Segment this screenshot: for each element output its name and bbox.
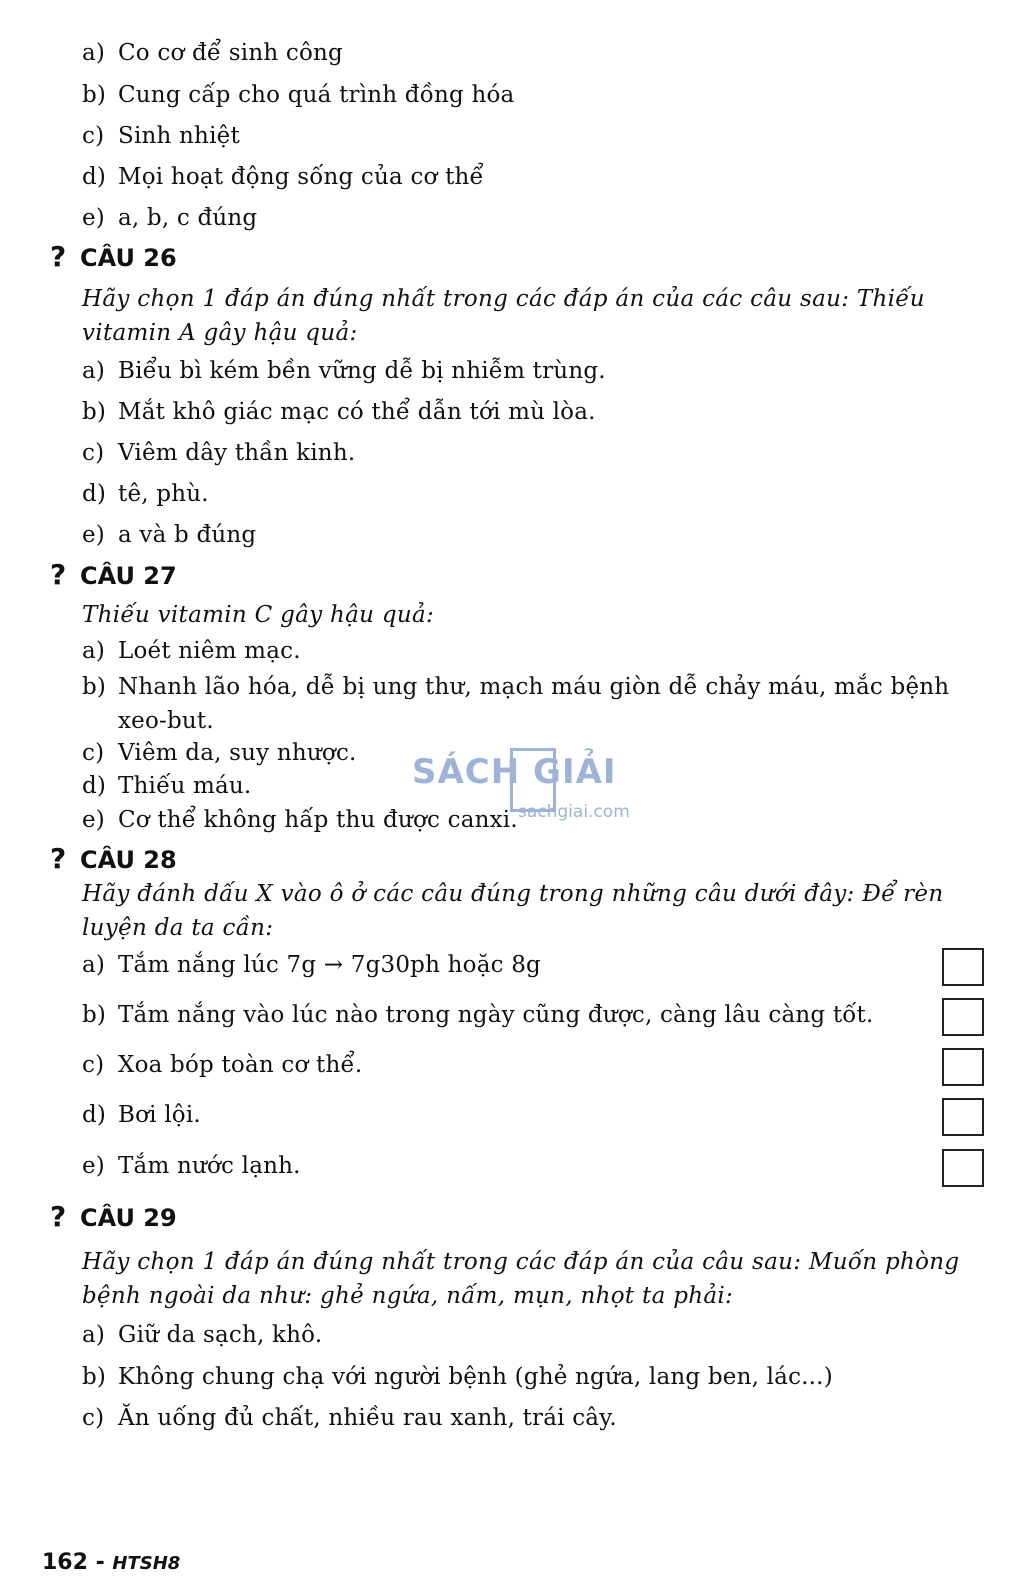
q26-stem: Hãy chọn 1 đáp án đúng nhất trong các đáp án của các câu sau: Thiếu vitamin A gây hậu quả:: [82, 286, 925, 346]
question-mark-icon: ?: [50, 558, 67, 591]
q25-option-b: b) Cung cấp cho quá trình đồng hóa: [82, 82, 515, 108]
q27-heading: ? CÂU 27: [50, 558, 177, 591]
watermark-logo: [412, 752, 630, 842]
q27-option-e: e) Cơ thể không hấp thu được canxi.: [82, 807, 518, 833]
q27-option-b: b) Nhanh lão hóa, dễ bị ung thư, mạch máu giòn dễ chảy máu, mắc bệnh xeo-but.: [82, 674, 950, 734]
q28-checkbox-d[interactable]: [942, 1098, 984, 1136]
question-mark-icon: ?: [50, 1200, 67, 1233]
q25-option-e: e) a, b, c đúng: [82, 205, 258, 231]
q28-checkbox-a[interactable]: [942, 948, 984, 986]
footer-separator: -: [95, 1550, 105, 1575]
q25-option-c: c) Sinh nhiệt: [82, 123, 240, 149]
q25-option-d: d) Mọi hoạt động sống của cơ thể: [82, 164, 484, 190]
q29-option-a: a) Giữ da sạch, khô.: [82, 1322, 323, 1348]
q28-checkbox-e[interactable]: [942, 1149, 984, 1187]
q26-option-c: c) Viêm dây thần kinh.: [82, 440, 356, 466]
page-number: 162: [42, 1550, 88, 1575]
q28-option-d: d) Bơi lội.: [82, 1102, 201, 1128]
q28-heading: ? CÂU 28: [50, 842, 177, 875]
question-mark-icon: ?: [50, 842, 67, 875]
book-series: HTSH8: [112, 1553, 181, 1574]
q27-option-c: c) Viêm da, suy nhược.: [82, 740, 357, 766]
q28-checkbox-b[interactable]: [942, 998, 984, 1036]
q28-option-e: e) Tắm nước lạnh.: [82, 1153, 301, 1179]
q25-option-a: a) Co cơ để sinh công: [82, 40, 343, 66]
question-mark-icon: ?: [50, 240, 67, 273]
q28-option-c: c) Xoa bóp toàn cơ thể.: [82, 1052, 363, 1078]
q28-stem: Hãy đánh dấu X vào ô ở các câu đúng trong những câu dưới đây: Để rèn luyện da ta cần:: [82, 881, 944, 941]
q29-option-c: c) Ăn uống đủ chất, nhiều rau xanh, trái cây.: [82, 1405, 617, 1431]
watermark-domain: sachgiai.com: [518, 802, 630, 822]
q28-option-a: a) Tắm nắng lúc 7g → 7g30ph hoặc 8g: [82, 952, 541, 978]
q26-option-d: d) tê, phù.: [82, 481, 209, 507]
q27-option-d: d) Thiếu máu.: [82, 773, 252, 799]
q29-stem: Hãy chọn 1 đáp án đúng nhất trong các đáp án của câu sau: Muốn phòng bệnh ngoài da như: ghẻ ngứa, nấm, mụn, nhọt ta phải:: [82, 1249, 960, 1309]
q26-heading: ? CÂU 26: [50, 240, 177, 273]
watermark-brand: SÁCH GIẢI: [412, 752, 617, 792]
q27-stem: Thiếu vitamin C gây hậu quả:: [82, 602, 435, 628]
q28-checkbox-c[interactable]: [942, 1048, 984, 1086]
q28-option-b: b) Tắm nắng vào lúc nào trong ngày cũng được, càng lâu càng tốt.: [82, 1002, 874, 1028]
q29-option-b: b) Không chung chạ với người bệnh (ghẻ ngứa, lang ben, lác...): [82, 1364, 833, 1390]
q29-heading: ? CÂU 29: [50, 1200, 177, 1233]
q27-option-a: a) Loét niêm mạc.: [82, 638, 301, 664]
q26-option-a: a) Biểu bì kém bền vững dễ bị nhiễm trùng.: [82, 358, 606, 384]
q26-option-e: e) a và b đúng: [82, 522, 257, 548]
q26-option-b: b) Mắt khô giác mạc có thể dẫn tới mù lòa.: [82, 399, 596, 425]
page-footer: [42, 1550, 180, 1575]
